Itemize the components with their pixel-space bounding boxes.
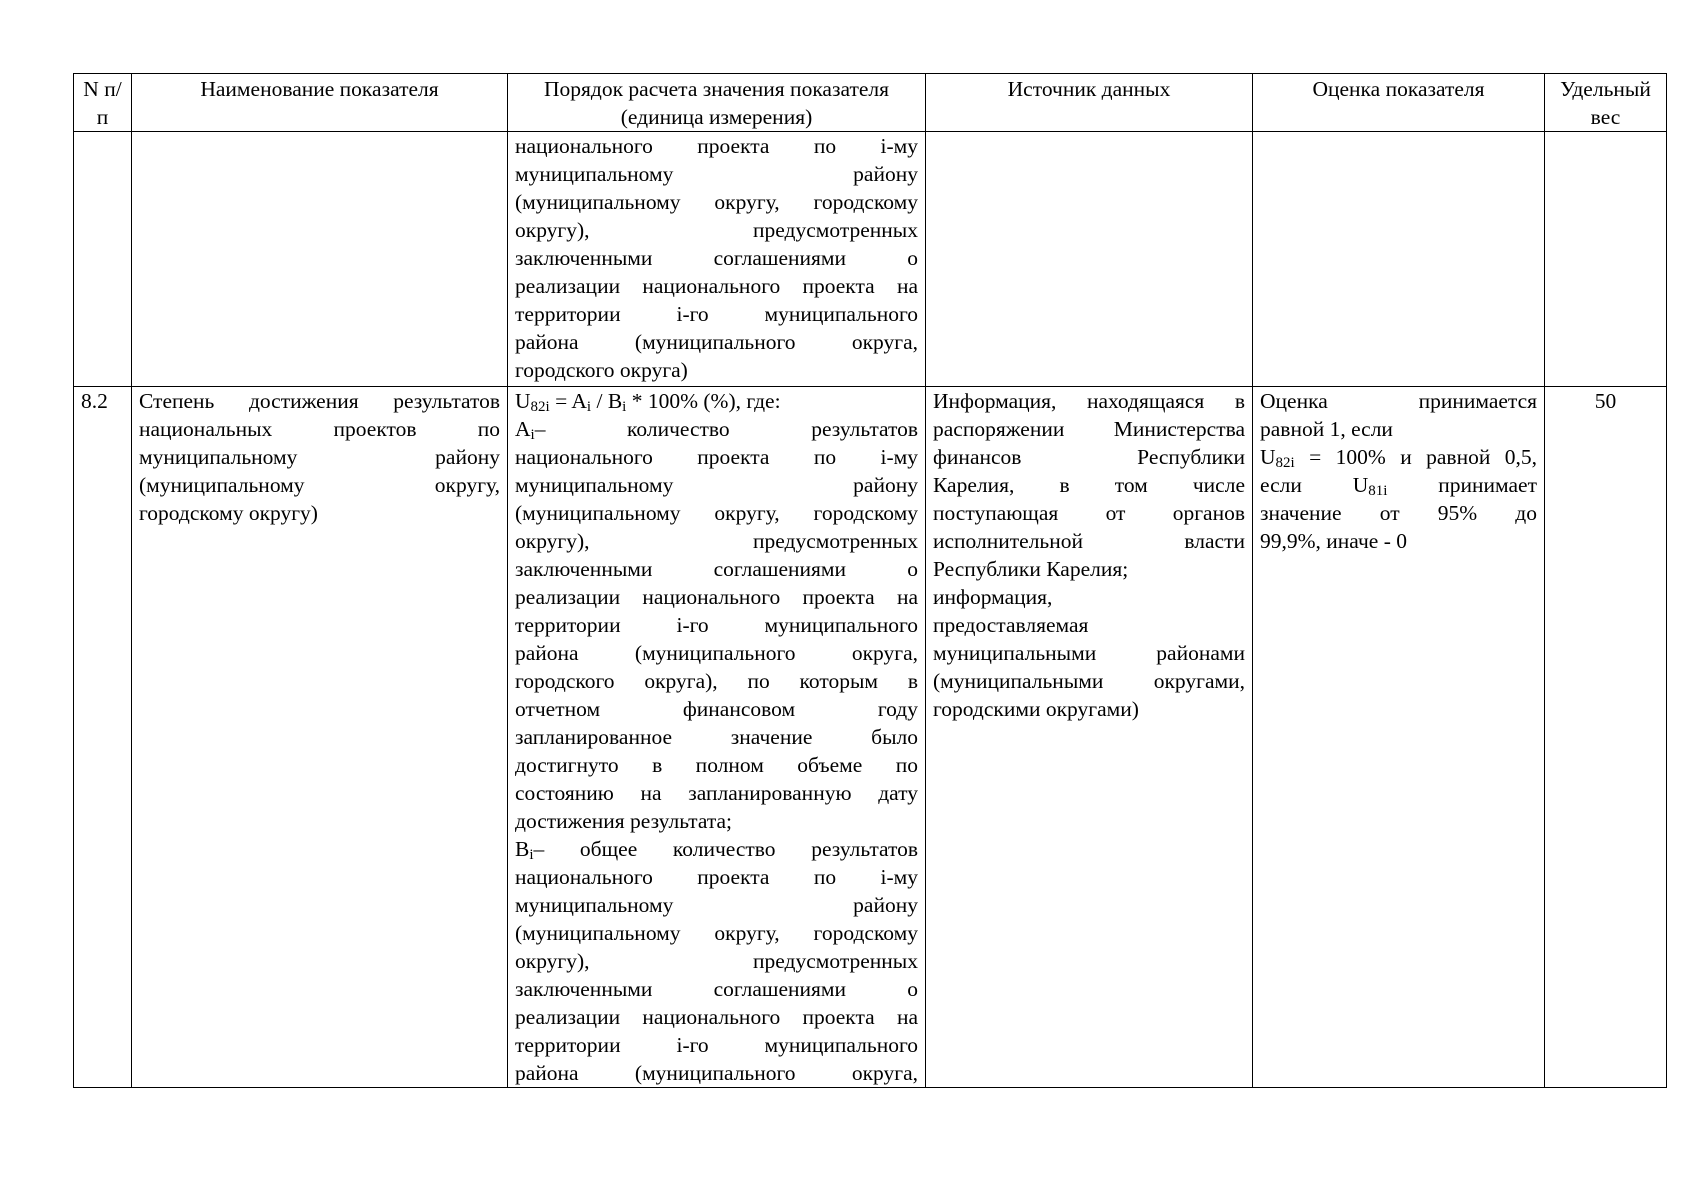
name-line: Степень достижения результатов <box>139 389 500 413</box>
eval-line: если $U_{81i}$ принимает <box>1260 473 1537 499</box>
calc-line: (муниципальному округу, городскому <box>515 921 918 945</box>
calc-line: района (муниципального округа, <box>515 1061 918 1085</box>
cell-number <box>74 132 132 387</box>
source-line: (муниципальными округами, <box>933 669 1245 693</box>
cell-name <box>132 387 508 1088</box>
calc-line: запланированное значение было <box>515 725 918 749</box>
source-line: финансов Республики <box>933 445 1245 469</box>
cell-weight: 50 <box>1545 387 1667 1088</box>
table-row-continuation <box>74 132 1667 387</box>
cell-evaluation <box>1253 132 1545 387</box>
calc-line: округу), предусмотренных <box>515 949 918 973</box>
b-definition-line: $B_i-$ общее количество результатов <box>515 837 918 863</box>
eval-line: $U_{82i} = 100\%$ и равной 0,5, <box>1260 445 1537 471</box>
calc-line: заключенными соглашениями о <box>515 246 918 270</box>
calc-line: достигнуто в полном объеме по <box>515 753 918 777</box>
source-line: Информация, находящаяся в <box>933 389 1245 413</box>
formula: $U_{82i} = A_i / B_i * 100\%$ (%), где: <box>515 389 781 415</box>
calc-line: национального проекта по i-му <box>515 865 918 889</box>
source-line: распоряжении Министерства <box>933 417 1245 441</box>
source-line: городскими округами) <box>933 697 1139 721</box>
name-line: национальных проектов по <box>139 417 500 441</box>
calc-line: территории i-го муниципального <box>515 613 918 637</box>
header-calculation: Порядок расчета значения показателя (единица измерения) <box>508 74 926 132</box>
source-line: муниципальными районами <box>933 641 1245 665</box>
calc-line: заключенными соглашениями о <box>515 557 918 581</box>
a-definition-line: $A_i-$ количество результатов <box>515 417 918 443</box>
calc-line: реализации национального проекта на <box>515 1005 918 1029</box>
calc-line: территории i-го муниципального <box>515 1033 918 1057</box>
cell-calculation <box>508 387 926 1088</box>
header-weight: Удельный вес <box>1545 74 1667 132</box>
calc-line: территории i-го муниципального <box>515 302 918 326</box>
calc-line: реализации национального проекта на <box>515 585 918 609</box>
table-row-8-2 <box>74 387 1667 1088</box>
source-line: Карелия, в том числе <box>933 473 1245 497</box>
header-number: N п/п <box>74 74 132 132</box>
eval-line: равной 1, если <box>1260 417 1393 441</box>
eval-line: значение от 95% до <box>1260 501 1537 525</box>
calc-line: отчетном финансовом году <box>515 697 918 721</box>
eval-line: 99,9%, иначе - 0 <box>1260 529 1407 553</box>
source-line: исполнительной власти <box>933 529 1245 553</box>
source-line: поступающая от органов <box>933 501 1245 525</box>
calc-line: городского округа) <box>515 358 688 382</box>
header-evaluation: Оценка показателя <box>1253 74 1545 132</box>
calc-line: национального проекта по i-му <box>515 445 918 469</box>
calc-line: муниципальному району <box>515 162 918 186</box>
source-line: информация, <box>933 585 1053 609</box>
cell-evaluation <box>1253 387 1545 1088</box>
header-indicator-name: Наименование показателя <box>132 74 508 132</box>
calc-line: состоянию на запланированную дату <box>515 781 918 805</box>
calc-line: реализации национального проекта на <box>515 274 918 298</box>
eval-line: Оценка принимается <box>1260 389 1537 413</box>
name-line: муниципальному району <box>139 445 500 469</box>
calc-line: округу), предусмотренных <box>515 529 918 553</box>
cell-source <box>926 387 1253 1088</box>
calc-line: национального проекта по i-му <box>515 134 918 158</box>
source-line: Республики Карелия; <box>933 557 1129 581</box>
cell-weight <box>1545 132 1667 387</box>
cell-number: 8.2 <box>74 387 132 1088</box>
calc-line: округу), предусмотренных <box>515 218 918 242</box>
calc-line: (муниципальному округу, городскому <box>515 501 918 525</box>
calc-line: достижения результата; <box>515 809 732 833</box>
calc-line: муниципальному району <box>515 893 918 917</box>
calc-line: района (муниципального округа, <box>515 641 918 665</box>
calc-line: городского округа), по которым в <box>515 669 918 693</box>
cell-calculation <box>508 132 926 387</box>
cell-source <box>926 132 1253 387</box>
calc-line: района (муниципального округа, <box>515 330 918 354</box>
name-line: городскому округу) <box>139 501 318 525</box>
calc-line: заключенными соглашениями о <box>515 977 918 1001</box>
header-data-source: Источник данных <box>926 74 1253 132</box>
calc-line: (муниципальному округу, городскому <box>515 190 918 214</box>
source-line: предоставляемая <box>933 613 1089 637</box>
header-row <box>74 74 1667 132</box>
indicator-table <box>73 73 1667 1088</box>
name-line: (муниципальному округу, <box>139 473 500 497</box>
calc-line: муниципальному району <box>515 473 918 497</box>
cell-name <box>132 132 508 387</box>
